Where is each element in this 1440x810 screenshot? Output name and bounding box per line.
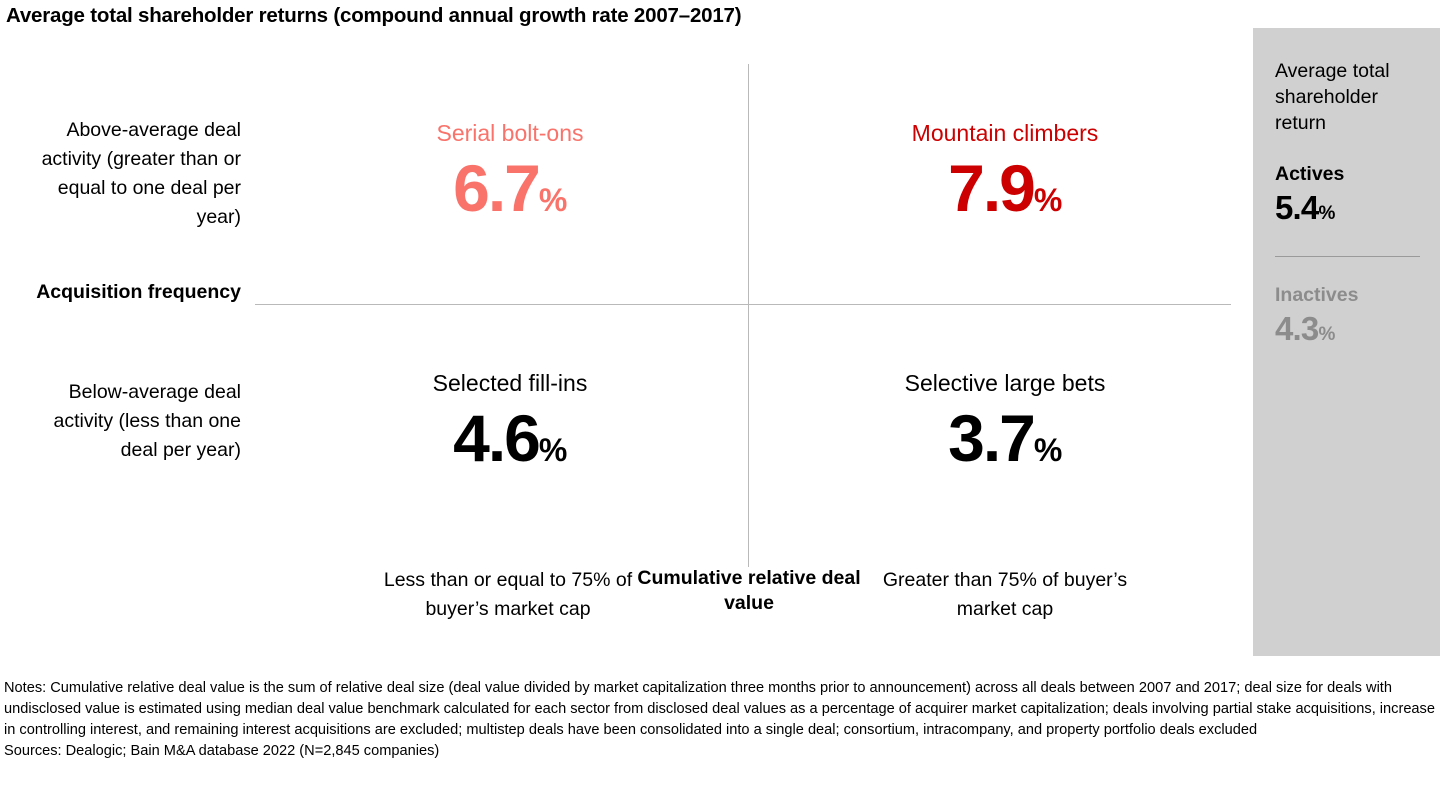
quadrant-value-selective-large-bets <box>805 402 1205 486</box>
quadrant-serial-bolt-ons <box>310 118 710 236</box>
inactives-value <box>1275 309 1440 355</box>
quadrant-mountain-climbers <box>805 118 1205 236</box>
value-unit: % <box>1318 203 1335 224</box>
side-panel-actives <box>1275 162 1440 234</box>
quadrant-value-selected-fill-ins <box>310 402 710 486</box>
value-number: 7.9 <box>948 151 1034 225</box>
actives-value <box>1275 188 1440 234</box>
quadrant-matrix <box>0 48 1245 668</box>
quadrant-label-mountain-climbers: Mountain climbers <box>911 120 1099 146</box>
value-number: 6.7 <box>453 151 539 225</box>
quadrant-value-mountain-climbers <box>805 152 1205 236</box>
actives-label: Actives <box>1275 163 1345 185</box>
side-panel-inactives <box>1275 283 1440 355</box>
value-unit: % <box>538 432 567 468</box>
x-axis-label-left: Less than or equal to 75% of buyer’s market cap <box>383 569 633 620</box>
side-panel <box>1253 28 1440 656</box>
value-number: 5.4 <box>1275 189 1319 226</box>
x-axis-title: Cumulative relative deal value <box>637 567 861 614</box>
page-title: Average total shareholder returns (compound annual growth rate 2007–2017) <box>6 4 742 27</box>
value-number: 3.7 <box>948 401 1034 475</box>
value-unit: % <box>1318 324 1335 345</box>
y-axis-label-below-average: Below-average deal activity (less than one deal per year) <box>53 381 241 461</box>
value-number: 4.6 <box>453 401 539 475</box>
side-panel-divider <box>1275 256 1420 257</box>
y-axis-title: Acquisition frequency <box>36 281 241 303</box>
quadrant-selected-fill-ins <box>310 368 710 486</box>
horizontal-divider <box>255 304 1231 305</box>
vertical-divider <box>748 64 749 567</box>
value-unit: % <box>538 182 567 218</box>
y-axis-label-above-average: Above-average deal activity (greater than or equal to one deal per year) <box>41 119 241 228</box>
quadrant-selective-large-bets <box>805 368 1205 486</box>
quadrant-label-selected-fill-ins: Selected fill-ins <box>432 370 588 396</box>
quadrant-label-selective-large-bets: Selective large bets <box>904 370 1106 396</box>
inactives-label: Inactives <box>1275 284 1359 306</box>
side-panel-title: Average total shareholder return <box>1275 60 1390 134</box>
footnote-sources: Sources: Dealogic; Bain M&A database 2022 (N=2,845 companies) <box>4 743 440 759</box>
footnotes <box>4 678 1436 762</box>
quadrant-value-serial-bolt-ons <box>310 152 710 236</box>
value-number: 4.3 <box>1275 310 1319 347</box>
quadrant-label-serial-bolt-ons: Serial bolt-ons <box>436 120 584 146</box>
value-unit: % <box>1033 182 1062 218</box>
x-axis-label-right: Greater than 75% of buyer’s market cap <box>882 569 1128 620</box>
footnote-notes: Notes: Cumulative relative deal value is the sum of relative deal size (deal value divided by market capitalization three months prior to announcement) across all deals between 2007 and 2017; deal size for deals with undisclosed value is estimated using median deal value benchmark calculated for each sector from disclosed deal values as a percentage of acquirer market capitalization; deals involving partial stake acquisitions, increase in controlling interest, and remaining interest acquisitions are excluded; multistep deals have been consolidated into a single deal; consortium, intracompany, and property portfolio deals excluded <box>4 680 1435 738</box>
value-unit: % <box>1033 432 1062 468</box>
